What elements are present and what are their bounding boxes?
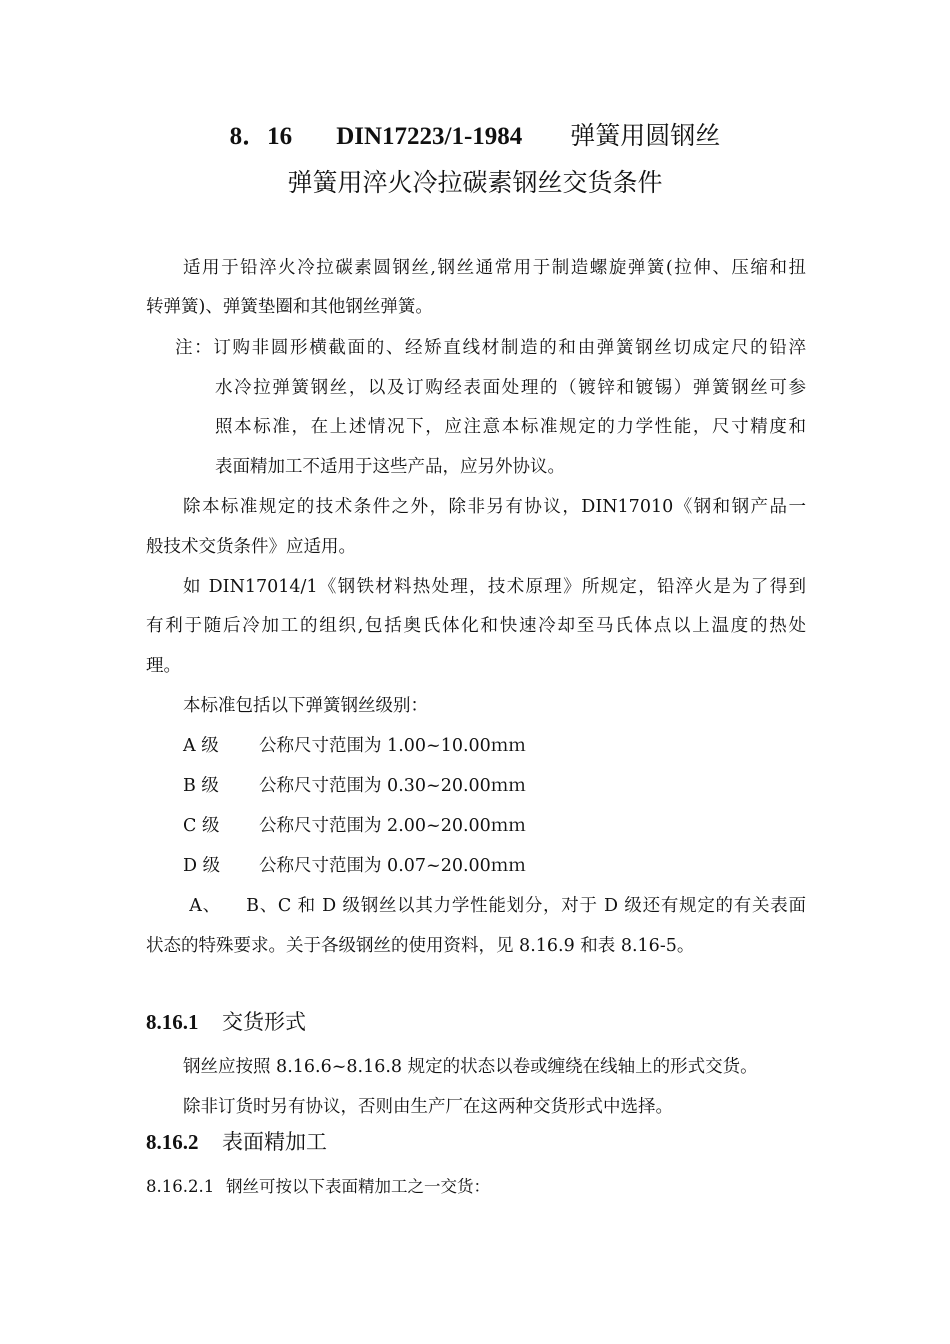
intro-line-2: 转弹簧)、弹簧垫圈和其他钢丝弹簧。 bbox=[146, 297, 433, 317]
subsection-text: 钢丝可按以下表面精加工之一交货： bbox=[226, 1177, 490, 1196]
note-line-4: 表面精加工不适用于这些产品，应另外协议。 bbox=[215, 457, 565, 477]
section-heading-8-16-1 bbox=[146, 1008, 306, 1036]
quench-line-3: 理。 bbox=[146, 656, 181, 676]
grade-item-a bbox=[183, 734, 526, 758]
intro-line-1: 适用于铅淬火冷拉碳素圆钢丝,钢丝通常用于制造螺旋弹簧(拉伸、压缩和扭 bbox=[183, 258, 806, 278]
title-name: 弹簧用圆钢丝 bbox=[570, 121, 721, 150]
quench-line-1: 如 DIN17014/1《钢铁材料热处理，技术原理》所规定，铅淬火是为了得到 bbox=[183, 577, 806, 597]
grade-label: C 级 bbox=[183, 816, 220, 836]
grades-intro: 本标准包括以下弹簧钢丝级别： bbox=[183, 696, 428, 716]
grade-item-b bbox=[183, 774, 526, 798]
section-title: 表面精加工 bbox=[222, 1130, 327, 1154]
grade-item-c bbox=[183, 814, 526, 838]
grade-range: 公称尺寸范围为 2.00~20.00ｍｍ bbox=[259, 816, 526, 836]
grade-label: B 级 bbox=[183, 776, 219, 796]
title-standard: DIN17223/1-1984 bbox=[336, 123, 523, 150]
note-line-1: 注：订购非圆形横截面的、经矫直线材制造的和由弹簧钢丝切成定尺的铅淬 bbox=[175, 338, 806, 358]
din17010-line-1: 除本标准规定的技术条件之外，除非另有协议，DIN17010《钢和钢产品一 bbox=[183, 497, 806, 517]
section-number: 8.16.2 bbox=[146, 1130, 199, 1154]
grades-para-line-2: 状态的特殊要求。关于各级钢丝的使用资料，见 8.16.9 和表 8.16-5。 bbox=[146, 936, 695, 956]
note-line-2: 水冷拉弹簧钢丝，以及订购经表面处理的（镀锌和镀锡）弹簧钢丝可参 bbox=[215, 378, 806, 398]
subsection-number: 8.16.2.1 bbox=[146, 1177, 215, 1196]
title-number: 8．16 bbox=[229, 123, 293, 150]
section-1-paragraph-2: 除非订货时另有协议，否则由生产厂在这两种交货形式中选择。 bbox=[183, 1097, 673, 1117]
grade-range: 公称尺寸范围为 0.07~20.00ｍｍ bbox=[259, 856, 526, 876]
section-title: 交货形式 bbox=[222, 1010, 306, 1034]
din17010-line-2: 般技术交货条件》应适用。 bbox=[146, 537, 356, 557]
note-line-3: 照本标准，在上述情况下，应注意本标准规定的力学性能，尺寸精度和 bbox=[215, 417, 806, 437]
grade-range: 公称尺寸范围为 0.30~20.00ｍｍ bbox=[259, 776, 526, 796]
section-number: 8.16.1 bbox=[146, 1010, 199, 1034]
document-title bbox=[0, 116, 950, 152]
quench-line-2: 有利于随后冷加工的组织,包括奥氏体化和快速冷却至马氏体点以上温度的热处 bbox=[146, 616, 806, 636]
grade-label: D 级 bbox=[183, 856, 221, 876]
grade-item-d bbox=[183, 854, 526, 878]
grades-para-line-1: A、 B、C 和 D 级钢丝以其力学性能划分，对于 D 级还有规定的有关表面 bbox=[183, 896, 806, 916]
grade-range: 公称尺寸范围为 1.00~10.00ｍｍ bbox=[259, 736, 526, 756]
section-heading-8-16-2 bbox=[146, 1128, 327, 1156]
subsection-8-16-2-1 bbox=[146, 1175, 490, 1199]
grade-label: A 级 bbox=[183, 736, 219, 756]
document-subtitle: 弹簧用淬火冷拉碳素钢丝交货条件 bbox=[287, 168, 663, 197]
section-1-paragraph-1: 钢丝应按照 8.16.6~8.16.8 规定的状态以卷或缠绕在线轴上的形式交货。 bbox=[183, 1057, 758, 1077]
